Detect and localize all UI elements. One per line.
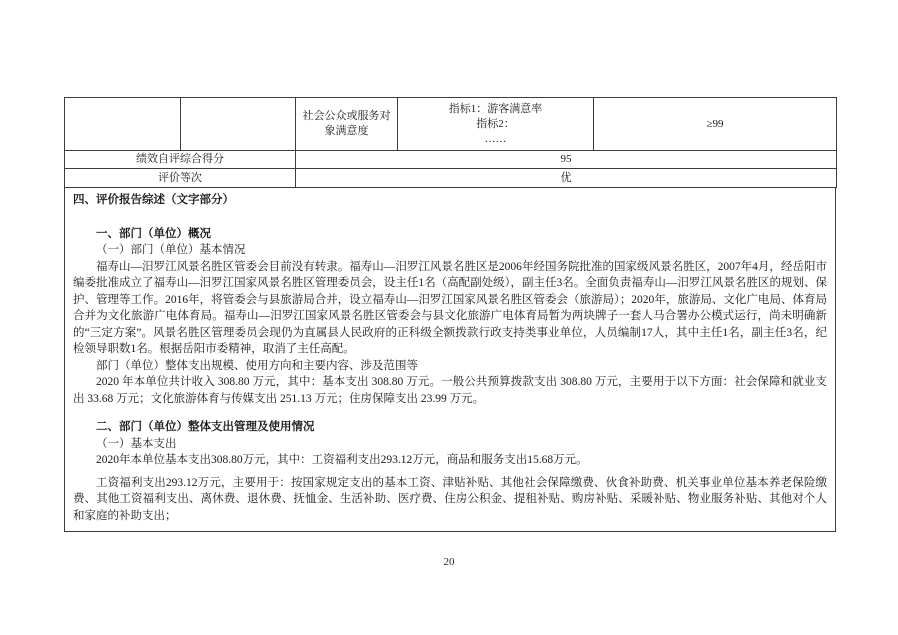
report-summary-box [64, 188, 836, 532]
grade-label-cell: 评价等次 [65, 169, 296, 188]
indicator-line-2: 指标2： [476, 117, 515, 130]
paragraph-expenditure-scope-title: 部门（单位）整体支出规模、使用方向和主要内容、涉及范围等 [96, 359, 418, 372]
document-sheet [64, 97, 836, 532]
heading-department-overview: 一、部门（单位）概况 [96, 227, 211, 240]
target-value-cell: ≥99 [594, 98, 837, 151]
heading-expenditure-management: 二、部门（单位）整体支出管理及使用情况 [96, 421, 315, 433]
paragraph-basic-expenditure: 2020年本单位基本支出308.80万元，其中：工资福利支出293.12万元，商品和服务支出15.68万元。 [96, 454, 588, 466]
grade-row [65, 169, 837, 188]
grade-value-cell: 优 [296, 169, 837, 188]
empty-cell-1 [65, 98, 181, 151]
indicator-detail-cell [398, 98, 594, 151]
subheading-basic-situation: （一）部门（单位）基本情况 [96, 244, 246, 256]
satisfaction-row [65, 98, 837, 151]
section-title: 四、评价报告综述（文字部分） [73, 194, 234, 206]
indicator-line-1: 指标1：游客满意率 [448, 102, 543, 115]
empty-cell-2 [181, 98, 296, 151]
indicator-line-3: …… [484, 132, 507, 145]
performance-table [64, 97, 837, 188]
page-number: 20 [443, 556, 455, 568]
subheading-basic-expenditure: （一）基本支出 [96, 437, 177, 450]
score-value-cell: 95 [296, 151, 837, 169]
score-row [65, 151, 837, 169]
paragraph-income-breakdown: 2020 年本单位共计收入 308.80 万元，其中：基本支出 308.80 万元。一般公共预算拨款支出 308.80 万元，主要用于以下方面：社会保障和就业支出 33.68 万元；文化旅游体育与传媒支出 251.13 万元；住房保障支出 23.99 万元。 [73, 376, 827, 405]
paragraph-salary-welfare-detail: 工资福利支出293.12万元，主要用于：按国家规定支出的基本工资、津贴补贴、其他社会保障缴费、伙食补助费、机关事业单位基本养老保险缴费、其他工资福利支出、离休费、退休费、抚恤金、生活补助、医疗费、住房公积金、提租补贴、购房补贴、采暖补贴、物业服务补贴、其他对个人和家庭的补助支出； [73, 476, 827, 522]
indicator-name-cell: 社会公众或服务对象满意度 [296, 98, 398, 151]
paragraph-basic-situation: 福寿山—汨罗江风景名胜区管委会目前没有转隶。福寿山—汨罗江风景名胜区是2006年经国务院批准的国家级风景名胜区，2007年4月，经岳阳市编委批准成立了福寿山—汨罗江国家风景名胜区管理委员会，设主任1名（高配副处级），副主任3名。全面负责福寿山—汨罗江风景名胜区的规划、保护、管理等工作。2016年，将管委会与县旅游局合并，设立福寿山—汨罗江国家风景名胜区管委会（旅游局）；2020年，旅游局、文化广电局、体育局合并为文化旅游广电体育局。福寿山—汨罗江国家风景名胜区管委会与县文化旅游广电体育局暂为两块牌子一套人马合署办公模式运行，尚未明确新的“三定方案”。风景名胜区管理委员会现仍为直属县人民政府的正科级全额拨款行政支持类事业单位，人员编制17人，其中主任1名，副主任3名，纪检领导职数1名。根据岳阳市委精神，取消了主任高配。 [73, 260, 827, 355]
score-label-cell: 绩效自评综合得分 [65, 151, 296, 169]
